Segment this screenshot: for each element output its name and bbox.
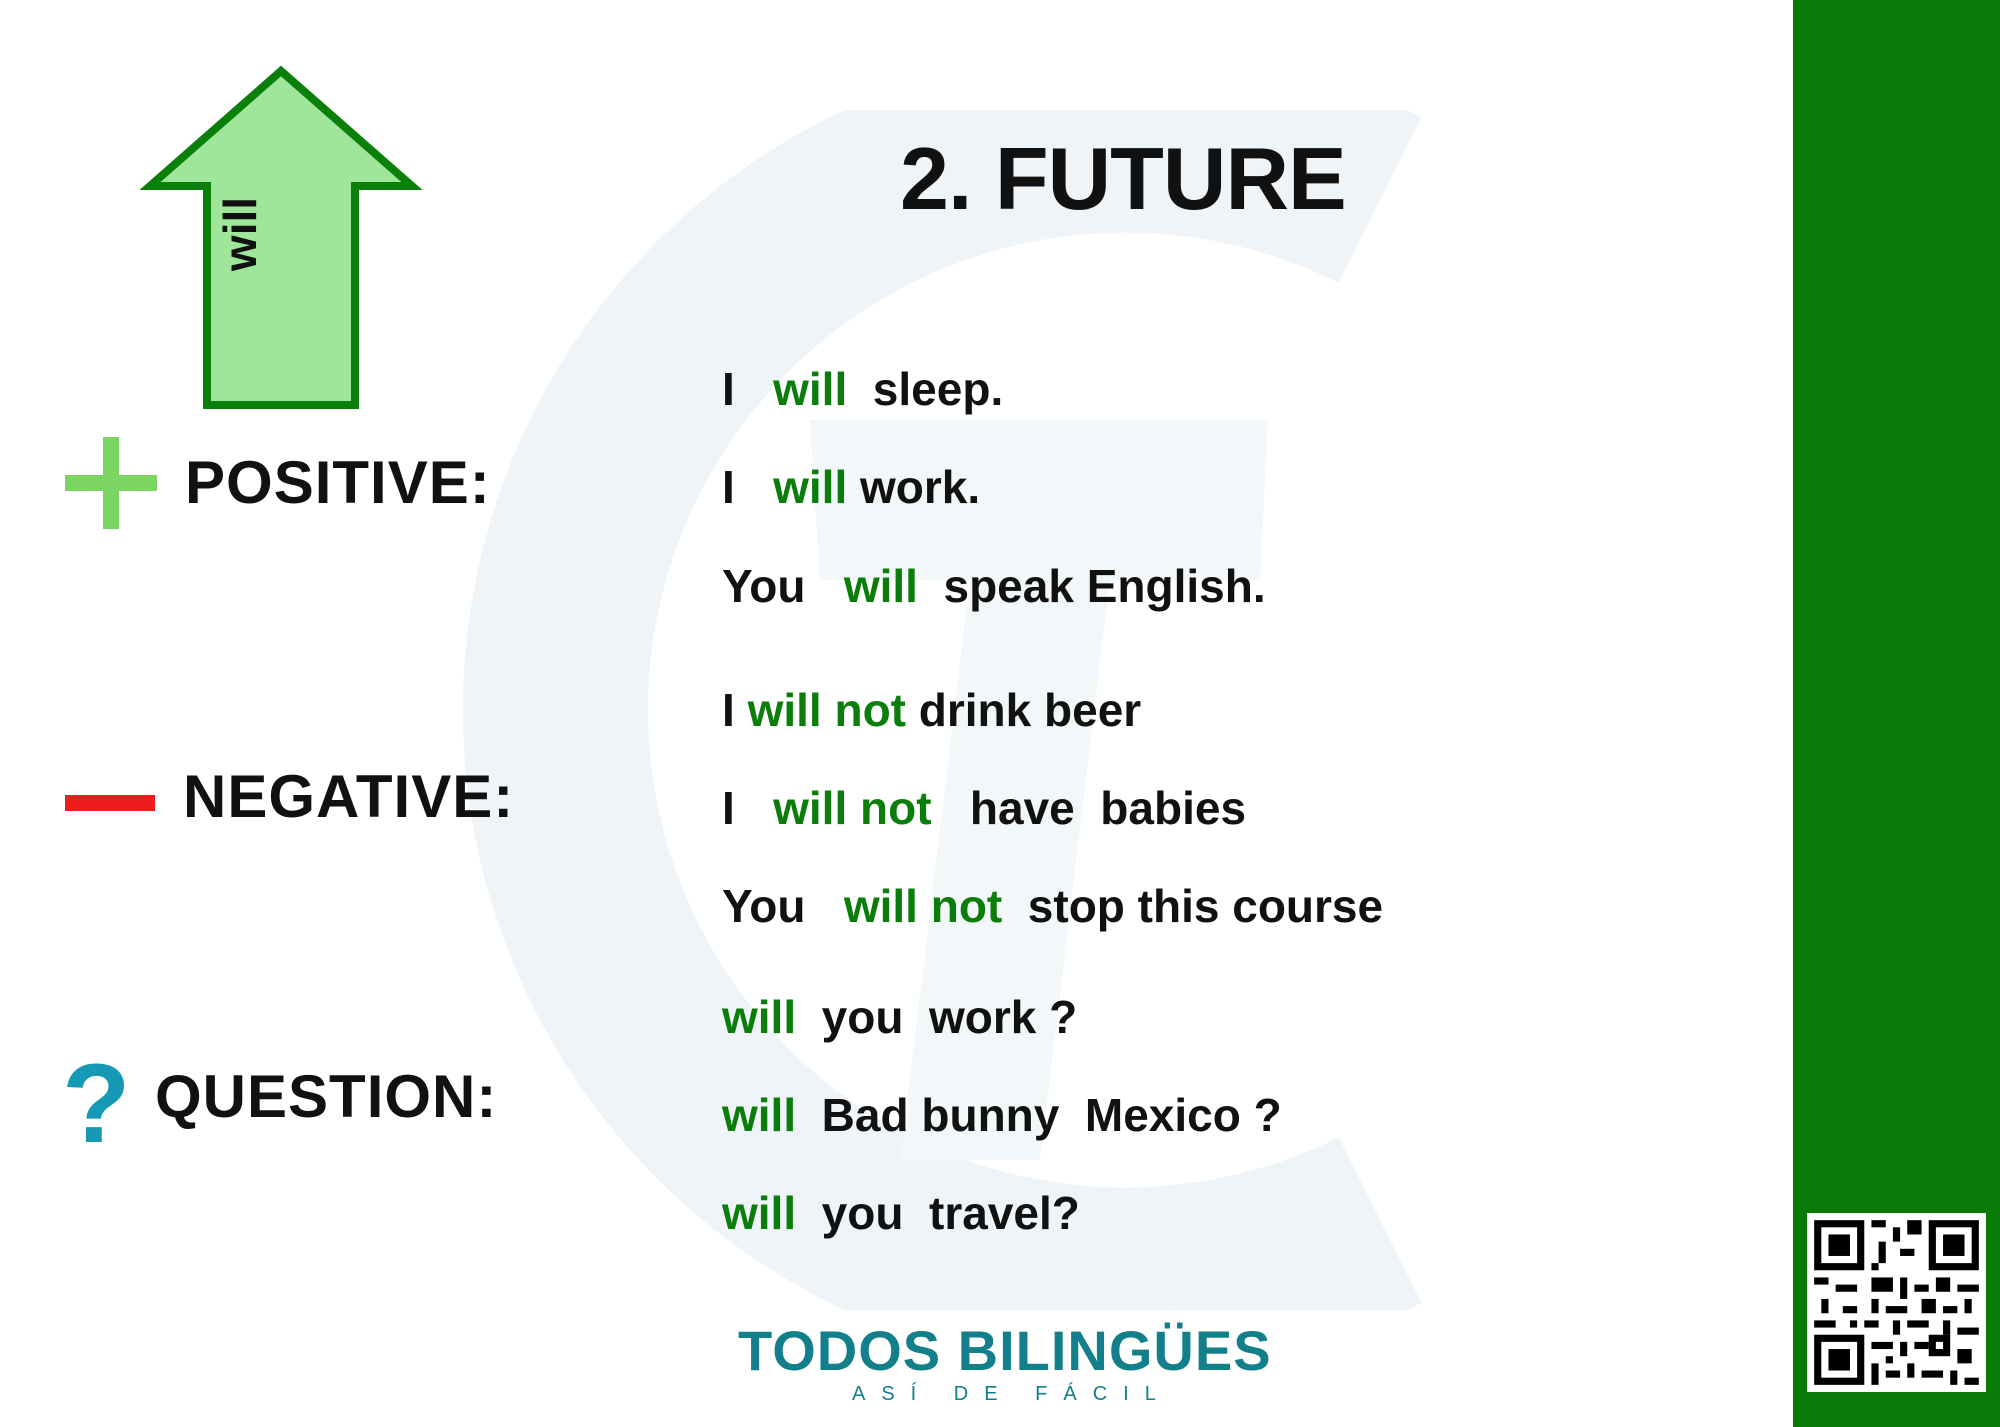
- up-arrow-icon: [140, 65, 430, 415]
- positive-sentence: I will work.: [722, 461, 981, 513]
- positive-label: POSITIVE:: [185, 449, 491, 516]
- minus-icon: [65, 795, 155, 811]
- positive-sentence: You will speak English.: [722, 560, 1266, 612]
- negative-sentence: I will not drink beer: [722, 684, 1142, 736]
- page-title: 2. FUTURE: [900, 129, 1346, 228]
- question-mark-icon: ?: [62, 1041, 131, 1166]
- question-sentence: will you work ?: [722, 991, 1078, 1043]
- plus-icon: [65, 437, 157, 529]
- positive-sentence: I will sleep.: [722, 363, 1004, 415]
- negative-sentence: I will not have babies: [722, 782, 1247, 834]
- brand-logo: TODOS BILINGÜES: [738, 1319, 1272, 1382]
- brand-tagline: ASÍ DE FÁCIL: [852, 1383, 1172, 1405]
- question-sentence: will you travel?: [722, 1187, 1080, 1239]
- qr-code-icon[interactable]: [1807, 1213, 1986, 1392]
- question-label: QUESTION:: [155, 1063, 498, 1130]
- question-sentence: will Bad bunny Mexico ?: [722, 1089, 1282, 1141]
- negative-label: NEGATIVE:: [183, 763, 515, 830]
- arrow-label: will: [214, 196, 266, 272]
- negative-sentence: You will not stop this course: [722, 880, 1384, 932]
